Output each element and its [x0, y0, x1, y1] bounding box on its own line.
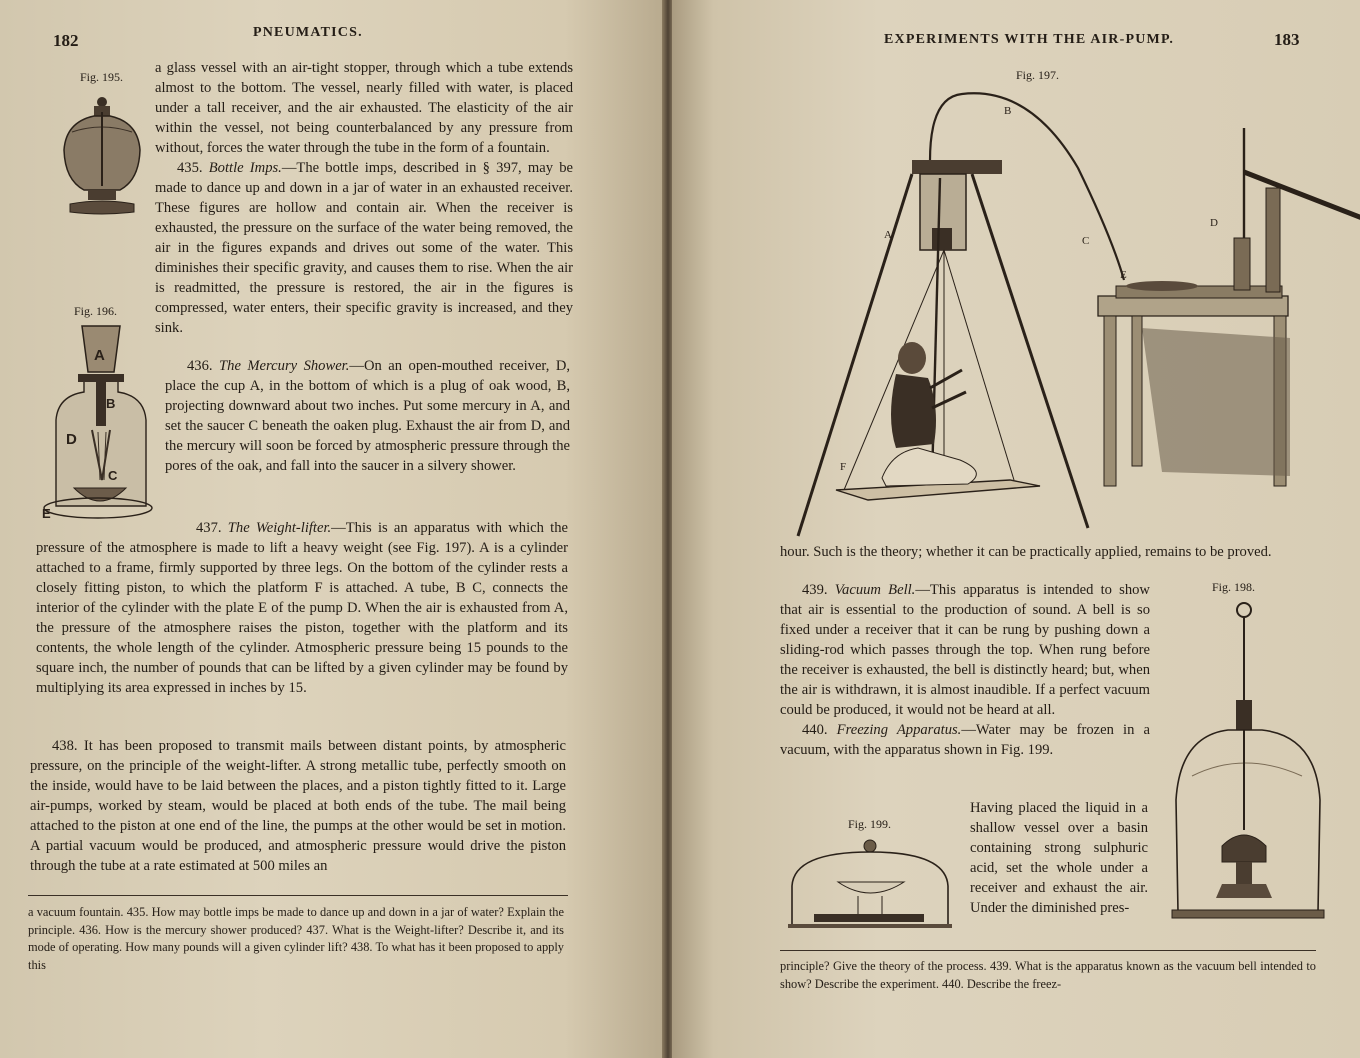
fig-199-caption: Fig. 199.	[848, 817, 892, 831]
fig-196-caption: Fig. 196.	[74, 304, 118, 318]
paragraph-continued: hour. Such is the theory; whether it can be practically applied, remains to be proved.	[780, 544, 1272, 560]
page-number: 182	[53, 31, 79, 50]
section-437: 437. The Weight-lifter.—This is an apparatus with which the pressure of the atmosphere is made to lift a heavy weight (see Fig. 197). A is a cylinder attached to a frame, firmly supported by three legs. On the bottom of the cylinder rests a closely fitting piston, to which the platform F is attached. A tube, B C, connects the interior of the cylinder with the plate E of the pump D. When the air is exhausted from A, the pressure of the atmosphere raises the piston, together with the platform and its contents, the whole length of the cylinder. Atmospheric pressure being 15 pounds to the square inch, the number of pounds that can be lifted by a given cylinder may be found by multiplying its area expressed in inches by 15.	[36, 520, 568, 696]
section-438: 438. It has been proposed to transmit mails between distant points, by atmospheric pressure, on the principle of the weight-lifter. A strong metallic tube, perfectly smooth on the inside, would have to be laid between the places, and a piston tightly fitted to it. Large air-pumps, worked by steam, would be placed at both ends of the tube. The mail being attached to the piston at one end of the line, the pumps at the other would be set in motion. A partial vacuum would be produced, and atmospheric pressure would drive the piston through the tube at a rate estimated at 500 miles an	[30, 738, 566, 874]
fig-197-label-d: D	[1210, 217, 1218, 229]
review-questions: a vacuum fountain. 435. How may bottle imps be made to dance up and down in a jar of water? Explain the principle. 436. How is the mercury shower produced? 437. What is the Weight-lifter? Describe it, and its mode of operating. How many pounds will a given cylinder lift? 438. To what has it been proposed to apply this	[28, 905, 564, 972]
fig-195-fountain-illustration	[60, 92, 142, 216]
fig-198-caption: Fig. 198.	[1212, 580, 1256, 594]
fig-197-label-a: A	[884, 229, 892, 241]
footnote-rule	[780, 950, 1316, 951]
review-questions: principle? Give the theory of the process. 439. What is the apparatus known as the vacuum bell intended to show? Describe the experiment. 440. Describe the freez-	[780, 959, 1316, 991]
footnote-rule	[28, 895, 568, 896]
fig-196-label-c: C	[108, 468, 118, 483]
fig-197-caption: Fig. 197.	[1016, 68, 1060, 82]
fig-197-label-f: F	[840, 461, 847, 473]
fig-196-label-d: D	[66, 431, 77, 448]
section-440-continued: Having placed the liquid in a shallow vessel over a basin containing strong sulphuric acid, set the whole under a receiver and exhaust the air. Under the diminished pres-	[970, 800, 1148, 916]
running-head: EXPERIMENTS WITH THE AIR-PUMP.	[884, 32, 1175, 47]
fig-197-label-e: E	[1120, 269, 1127, 281]
section-435: 435. Bottle Imps.—The bottle imps, described in § 397, may be made to dance up and down in a jar of water in an exhausted receiver. These figures are hollow and contain air. When the receiver is exhausted, the pressure on the surface of the water being removed, the air in the figures expands and drives out some of the water. This diminishes their specific gravity, and causes them to rise. When the air is readmitted, the pressure is restored, the air in the figures is compressed, water enters, their specific gravity is increased, and they sink.	[155, 160, 573, 336]
fig-196-label-b: B	[106, 396, 116, 411]
right-page	[672, 0, 1360, 1058]
section-436: 436. The Mercury Shower.—On an open-mouthed receiver, D, place the cup A, in the bottom of which is a plug of oak wood, B, projecting downward about two inches. Put some mercury in A, and set the saucer C beneath the oaken plug. Exhaust the air from D, and the mercury will soon be forced by atmospheric pressure through the pores of the oak, and fall into the saucer in a silvery shower.	[165, 358, 571, 474]
section-440: 440. Freezing Apparatus.—Water may be frozen in a vacuum, with the apparatus shown in Fig. 199.	[780, 722, 1150, 758]
fig-199-freezing-apparatus-illustration	[788, 838, 952, 930]
fig-196-label-e: E	[42, 506, 51, 521]
fig-197-label-c: C	[1082, 235, 1090, 247]
fig-197-weight-lifter-illustration	[782, 88, 1302, 540]
page-number: 183	[1274, 30, 1300, 49]
fig-197-label-b: B	[1004, 105, 1012, 117]
fig-196-mercury-shower-illustration	[40, 320, 156, 524]
fig-198-vacuum-bell-illustration	[1170, 600, 1326, 924]
fig-196-label-a: A	[94, 347, 105, 364]
section-439: 439. Vacuum Bell.—This apparatus is intended to show that air is essential to the production of sound. A bell is so fixed under a receiver that it can be rung by pushing down a sliding-rod which passes through the top. When rung before the receiver is exhausted, the bell is distinctly heard; but, when the air is withdrawn, it is almost inaudible. If a perfect vacuum could be produced, it would not be heard at all. 440. Freezing Apparatus.—Water may be frozen in a vacuum, with the apparatus shown in Fig. 199.	[780, 582, 1150, 758]
fig-195-caption: Fig. 195.	[80, 70, 124, 84]
running-head: PNEUMATICS.	[253, 25, 363, 40]
left-page	[0, 0, 664, 1058]
paragraph-fountain: a glass vessel with an air-tight stopper, through which a tube extends almost to the bottom. The vessel, nearly filled with water, is placed under a tall receiver, and the air exhausted. The elasticity of the air within the vessel, not being counterbalanced by any pressure from without, forces the water through the tube in the form of a fountain. 435. Bottle Imps.—The bottle imps, described in § 397, may be made to dance up and down in a jar of water in an exhausted receiver. These figures are hollow and contain air. When the receiver is exhausted, the pressure on the surface of the water being removed, the air in the figures expands and drives out some of the water. This diminishes their specific gravity, and causes them to rise. When the air is readmitted, the pressure is restored, the air in the figures is compressed, water enters, their specific gravity is increased, and they sink.	[155, 60, 573, 336]
